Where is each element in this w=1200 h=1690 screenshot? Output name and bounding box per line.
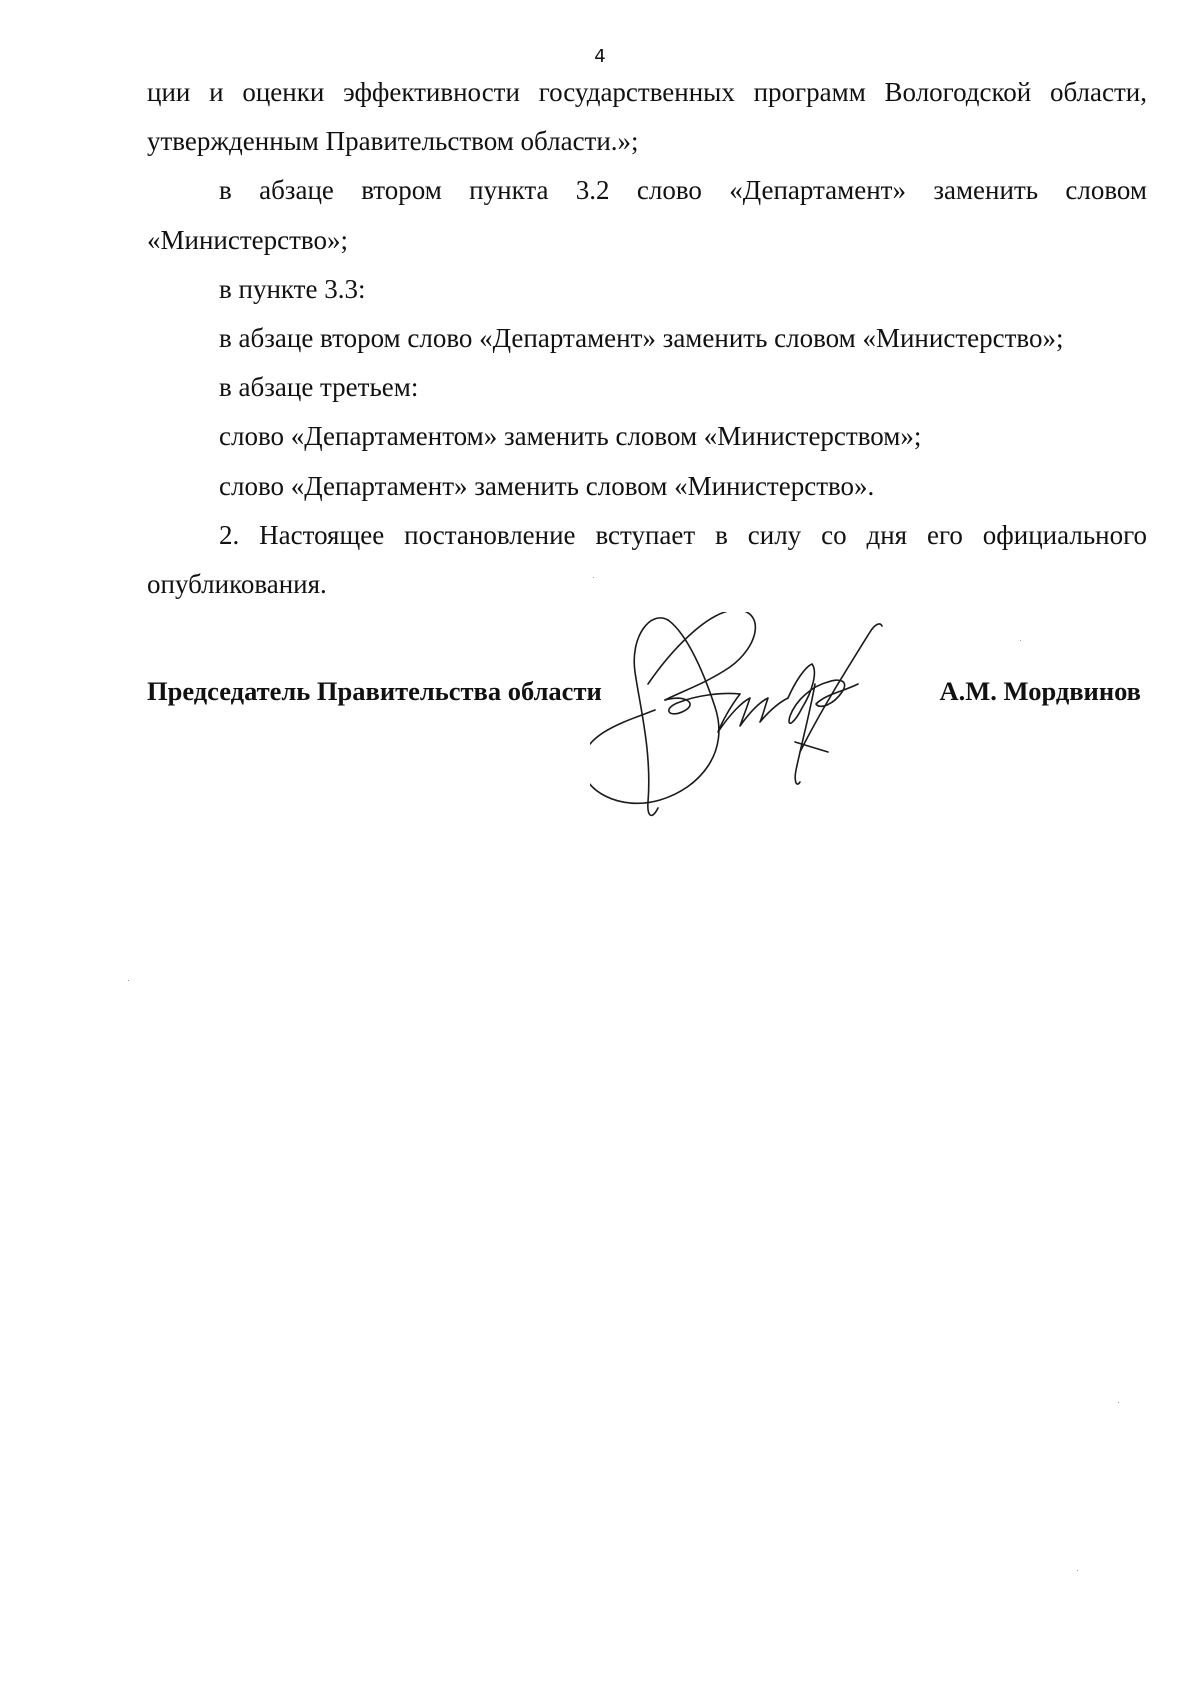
paragraph-continuation: ции и оценки эффективности государственных программ Вологодской области, утвержденным Правительством области.»; [147, 77, 1147, 157]
scan-speck [593, 577, 594, 578]
scan-speck [1077, 1570, 1078, 1571]
handwritten-signature [590, 612, 940, 822]
paragraph-clause-3-3: в пункте 3.3: [219, 273, 366, 304]
scan-speck [1020, 640, 1021, 641]
paragraph-amendment-3-2: в абзаце втором пункта 3.2 слово «Департамент» заменить словом «Министерство»; [147, 175, 1147, 255]
paragraph-second-subparagraph: в абзаце втором слово «Департамент» заменить словом «Министерство»; [219, 323, 1064, 354]
paragraph-word-replacement-1: слово «Департаментом» заменить словом «Министерством»; [219, 421, 922, 452]
paragraph-effective-date: 2. Настоящее постановление вступает в силу со дня его официального опубликования. [147, 519, 1147, 600]
signatory-position: Председатель Правительства области [147, 676, 602, 706]
paragraph-word-replacement-2: слово «Департамент» заменить словом «Министерство». [219, 470, 875, 501]
scan-speck [1118, 1402, 1119, 1403]
signatory-name: А.М. Мордвинов [939, 676, 1141, 706]
document-body [147, 68, 1147, 609]
scan-speck [128, 980, 129, 981]
paragraph-third-subparagraph: в абзаце третьем: [219, 372, 419, 403]
page-number: 4 [594, 46, 606, 67]
